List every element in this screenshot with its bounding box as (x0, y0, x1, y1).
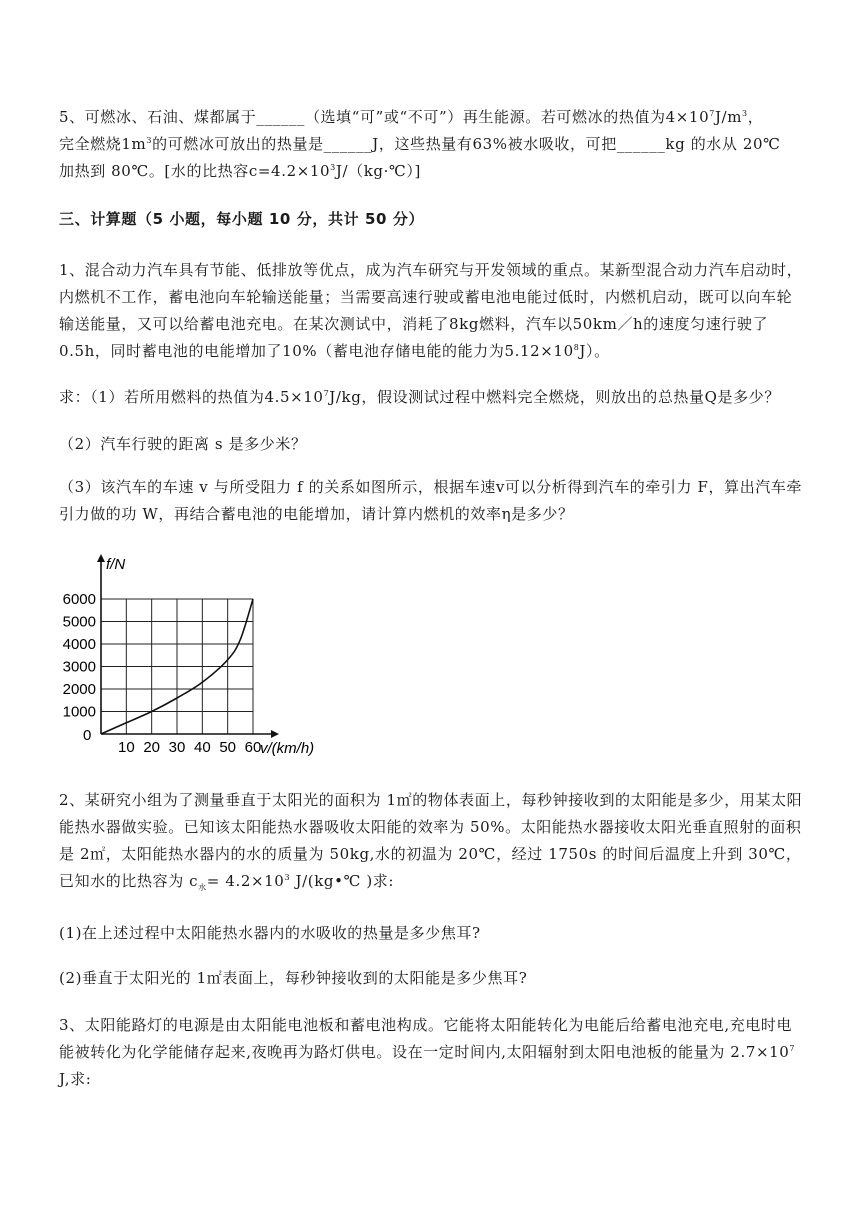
problem2-intro: 2、某研究小组为了测量垂直于太阳光的面积为 1㎡的物体表面上，每秒钟接收到的太阳能是多少，用某太阳能热水器做实验。已知该太阳能热水器吸收太阳能的效率为 50%。太阳能热水器接收太阳光垂直照射的面积是 2㎡，太阳能热水器内的水的质量为 50kg,水的初温为 20℃，经过 1750s 的时间后温度上升到 30℃，已知水的比热容为 $c_水= 4.2\times 10^3$ J/(kg•℃ )求: (59, 791, 803, 892)
chart-grid (101, 599, 253, 734)
y-tick-label: 4000 (62, 636, 96, 653)
problem2-q2: (2)垂直于太阳光的 1㎡表面上，每秒钟接收到的太阳能是多少焦耳? (59, 969, 528, 987)
x-tick-label: 10 (117, 739, 135, 756)
chart-origin-label: 0 (83, 727, 92, 744)
q5-paragraph: 5、可燃冰、石油、煤都属于______（选填“可”或“不可”）再生能源。若可燃冰的热值为$4\times 10^7J/m^3$， 完全燃烧$1m^3$的可燃冰可放出的热量是______J，这些热量有63%被水吸收，可把______kg 的水从 20℃ 加热到 80℃。[水的比热容$c=4.2\times 10^3J/(kg\cdot℃)$] (59, 108, 781, 180)
problem3-intro: 3、太阳能路灯的电源是由太阳能电池板和蓄电池构成。它能将太阳能转化为电能后给蓄电池充电,充电时电能被转化为化学能储存起来,夜晚再为路灯供电。设在一定时间内,太阳辐射到太阳电池板的能量为 $2.7\times 10^7$ J,求: (59, 1016, 796, 1088)
x-tick-label: 30 (168, 739, 186, 756)
x-tick-label: 40 (193, 739, 211, 756)
chart-axes (97, 554, 279, 738)
speed-resistance-chart (62, 548, 346, 763)
chart-tick-labels (63, 591, 262, 756)
y-axis-arrow (97, 554, 105, 562)
x-tick-label: 20 (143, 739, 161, 756)
y-tick-label: 5000 (62, 613, 96, 631)
section-title: 三、计算题（5 小题，每小题 10 分，共计 50 分） (59, 210, 425, 228)
y-tick-label: 2000 (62, 681, 96, 698)
chart-ylabel: f/N (106, 556, 126, 573)
q5-line1: 5、可燃冰、石油、煤都属于______（选填“可”或“不可”）再生能源。若可燃冰的热值为4×10 (59, 108, 710, 126)
problem1-q2: （2）汽车行驶的距离 s 是多少米？ (59, 435, 307, 453)
problem1-q3: （3）该汽车的车速 v 与所受阻力 f 的关系如图所示，根据车速v可以分析得到汽车的牵引力 F，算出汽车牵引力做的功 W，再结合蓄电池的电能增加，请计算内燃机的效率η是多少？ (59, 478, 803, 523)
y-tick-label: 1000 (62, 703, 96, 721)
problem1-q1: 求：（1）若所用燃料的热值为$4.5\times 10^7J/kg$，假设测试过程中燃料完全燃烧，则放出的总热量Q是多少？ (59, 388, 780, 406)
problem2-q1: (1)在上述过程中太阳能热水器内的水吸收的热量是多少焦耳? (59, 924, 481, 942)
y-tick-label: 3000 (62, 658, 96, 676)
x-tick-label: 60 (244, 739, 262, 756)
chart-xlabel: v/(km/h) (260, 740, 315, 757)
problem1-intro: 1、混合动力汽车具有节能、低排放等优点，成为汽车研究与开发领域的重点。某新型混合动力汽车启动时，内燃机不工作，蓄电池向车轮输送能量；当需要高速行驶或蓄电池电能过低时，内燃机启动，既可以向车轮输送能量，又可以给蓄电池充电。在某次测试中，消耗了8kg燃料，汽车以50km／h的速度匀速行驶了0.5h，同时蓄电池的电能增加了10%（蓄电池存储电能的能力为$5.12\times 10^8J$）。 (59, 261, 803, 360)
y-tick-label: 6000 (62, 591, 96, 608)
q5-line2: 完全燃烧1m (59, 135, 147, 153)
x-tick-label: 50 (219, 739, 237, 756)
x-axis-arrow (271, 730, 279, 738)
q5-line3: 加热到 80℃。[水的比热容c=4.2×10 (59, 162, 331, 180)
